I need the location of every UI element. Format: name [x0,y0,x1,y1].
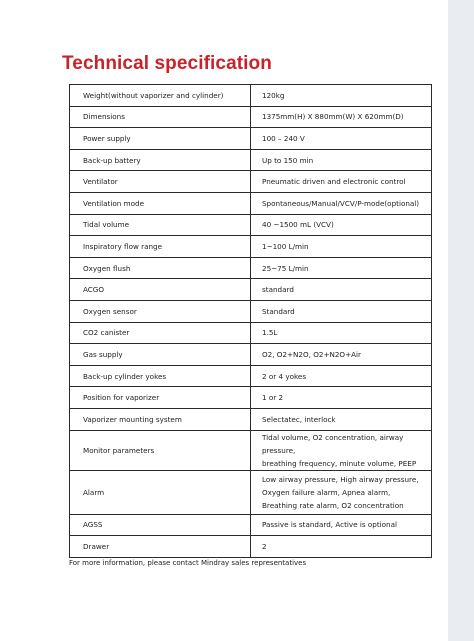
spec-value [251,322,432,344]
spec-value-line: Pneumatic driven and electronic control [262,177,406,187]
table-row [70,300,432,322]
spec-value-line: 1.5L [262,328,278,338]
spec-value-line: Oxygen failure alarm, Apnea alarm, [262,487,391,497]
spec-label: Ventilation mode [70,192,251,214]
table-row [70,344,432,366]
table-row [70,387,432,409]
spec-value [251,257,432,279]
spec-label: Position for vaporizer [70,387,251,409]
spec-label: Back-up cylinder yokes [70,365,251,387]
table-row [70,279,432,301]
spec-value-line: breathing frequency, minute volume, PEEP [262,458,417,468]
table-row [70,128,432,150]
table-row [70,365,432,387]
spec-value [251,536,432,558]
spec-value [251,149,432,171]
spec-label: Weight(without vaporizer and cylinder) [70,85,251,107]
spec-value-line: 1~100 L/min [262,241,309,251]
spec-label: Alarm [70,470,251,514]
spec-value-line: Passive is standard, Active is optional [262,520,398,530]
spec-value-line: Tidal volume, O2 concentration, airway pressure, [262,432,404,455]
spec-value-line: 40 ~1500 mL (VCV) [262,220,334,230]
spec-value [251,470,432,514]
spec-label: Back-up battery [70,149,251,171]
spec-value-line: 25~75 L/min [262,263,309,273]
spec-value-line: Up to 150 min [262,155,314,165]
table-row [70,236,432,258]
spec-value [251,408,432,430]
spec-value [251,430,432,470]
table-row [70,514,432,536]
spec-label: ACGO [70,279,251,301]
spec-value-line: 2 [262,541,267,551]
spec-label: Ventilator [70,171,251,193]
page-title: Technical specification [62,53,272,74]
table-row [70,171,432,193]
spec-value-line: 120kg [262,90,285,100]
table-row [70,106,432,128]
table-row [70,192,432,214]
spec-value [251,128,432,150]
spec-value [251,387,432,409]
spec-value [251,192,432,214]
spec-label: Inspiratory flow range [70,236,251,258]
spec-value-line: standard [262,285,294,295]
spec-value [251,214,432,236]
table-row [70,85,432,107]
spec-label: Power supply [70,128,251,150]
spec-value [251,171,432,193]
table-row [70,149,432,171]
spec-label: Drawer [70,536,251,558]
spec-value [251,106,432,128]
spec-value [251,236,432,258]
spec-value-line: Low airway pressure, High airway pressure, [262,474,419,484]
spec-value [251,279,432,301]
spec-value [251,344,432,366]
spec-value-line: 1375mm(H) X 880mm(W) X 620mm(D) [262,112,404,122]
spec-value-line: Breathing rate alarm, O2 concentration [262,500,404,510]
spec-value-line: O2, O2+N2O, O2+N2O+Air [262,349,361,359]
spec-value-line: Spontaneous/Manual/VCV/P-mode(optional) [262,198,420,208]
spec-value [251,300,432,322]
table-row [70,214,432,236]
table-row [70,470,432,514]
spec-value-line: 2 or 4 yokes [262,371,307,381]
spec-value-line: 100 – 240 V [262,133,305,143]
table-row [70,536,432,558]
spec-label: Oxygen flush [70,257,251,279]
spec-label: CO2 canister [70,322,251,344]
footer-note: For more information, please contact Mindray sales representatives [69,559,307,567]
table-row [70,430,432,470]
spec-value-line: Standard [262,306,295,316]
spec-value-line: 1 or 2 [262,393,284,403]
spec-value [251,365,432,387]
spec-label: Monitor parameters [70,430,251,470]
spec-label: Vaporizer mounting system [70,408,251,430]
spec-value-line: Selectatec, interlock [262,414,336,424]
table-row [70,257,432,279]
table-row [70,322,432,344]
spec-value [251,514,432,536]
spec-value [251,85,432,107]
spec-label: AGSS [70,514,251,536]
table-row [70,408,432,430]
spec-label: Gas supply [70,344,251,366]
spec-table [69,84,432,558]
spec-label: Tidal volume [70,214,251,236]
spec-label: Dimensions [70,106,251,128]
spec-label: Oxygen sensor [70,300,251,322]
